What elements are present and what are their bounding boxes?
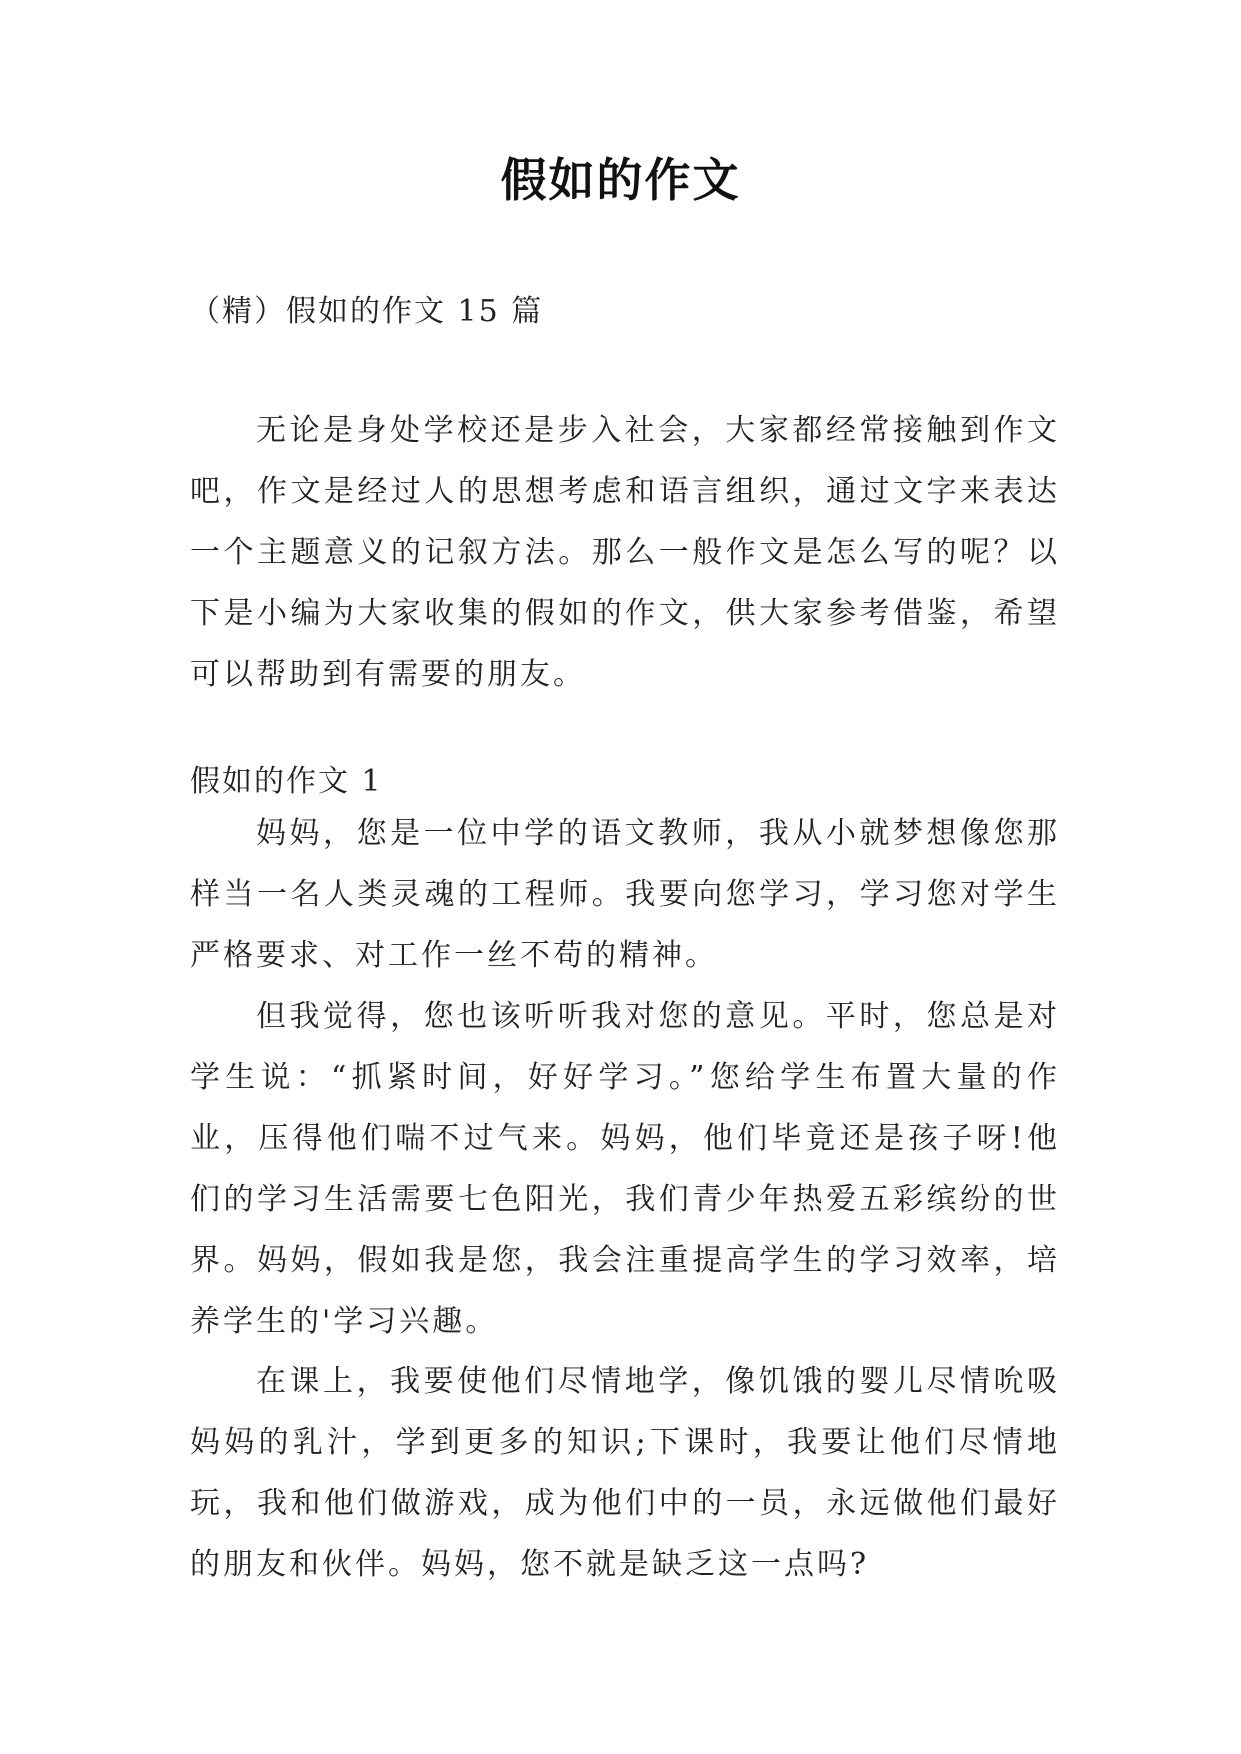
body-paragraph: 在课上，我要使他们尽情地学，像饥饿的婴儿尽情吮吸妈妈的乳汁，学到更多的知识;下课时，我要让他们尽情地玩，我和他们做游戏，成为他们中的一员，永远做他们最好的朋友和伙伴。妈妈，您不就是缺乏这一点吗? <box>190 1364 1060 1582</box>
body-paragraph: 但我觉得，您也该听听我对您的意见。平时，您总是对学生说：“抓紧时间，好好学习。”您给学生布置大量的作业，压得他们喘不过气来。妈妈，他们毕竟还是孩子呀!他们的学习生活需要七色阳光，我们青少年热爱五彩缤纷的世界。妈妈，假如我是您，我会注重提高学生的学习效率，培养学生的'学习兴趣。 <box>190 999 1060 1339</box>
body-paragraph: 妈妈，您是一位中学的语文教师，我从小就梦想像您那样当一名人类灵魂的工程师。我要向您学习，学习您对学生严格要求、对工作一丝不苟的精神。 <box>190 816 1060 973</box>
section-heading: 假如的作文 1 <box>190 764 383 799</box>
document-title: 假如的作文 <box>500 153 741 207</box>
document-subtitle: （精）假如的作文 15 篇 <box>190 294 544 329</box>
intro-paragraph: 无论是身处学校还是步入社会，大家都经常接触到作文吧，作文是经过人的思想考虑和语言组织，通过文字来表达一个主题意义的记叙方法。那么一般作文是怎么写的呢？以下是小编为大家收集的假如的作文，供大家参考借鉴，希望可以帮助到有需要的朋友。 <box>190 413 1060 692</box>
